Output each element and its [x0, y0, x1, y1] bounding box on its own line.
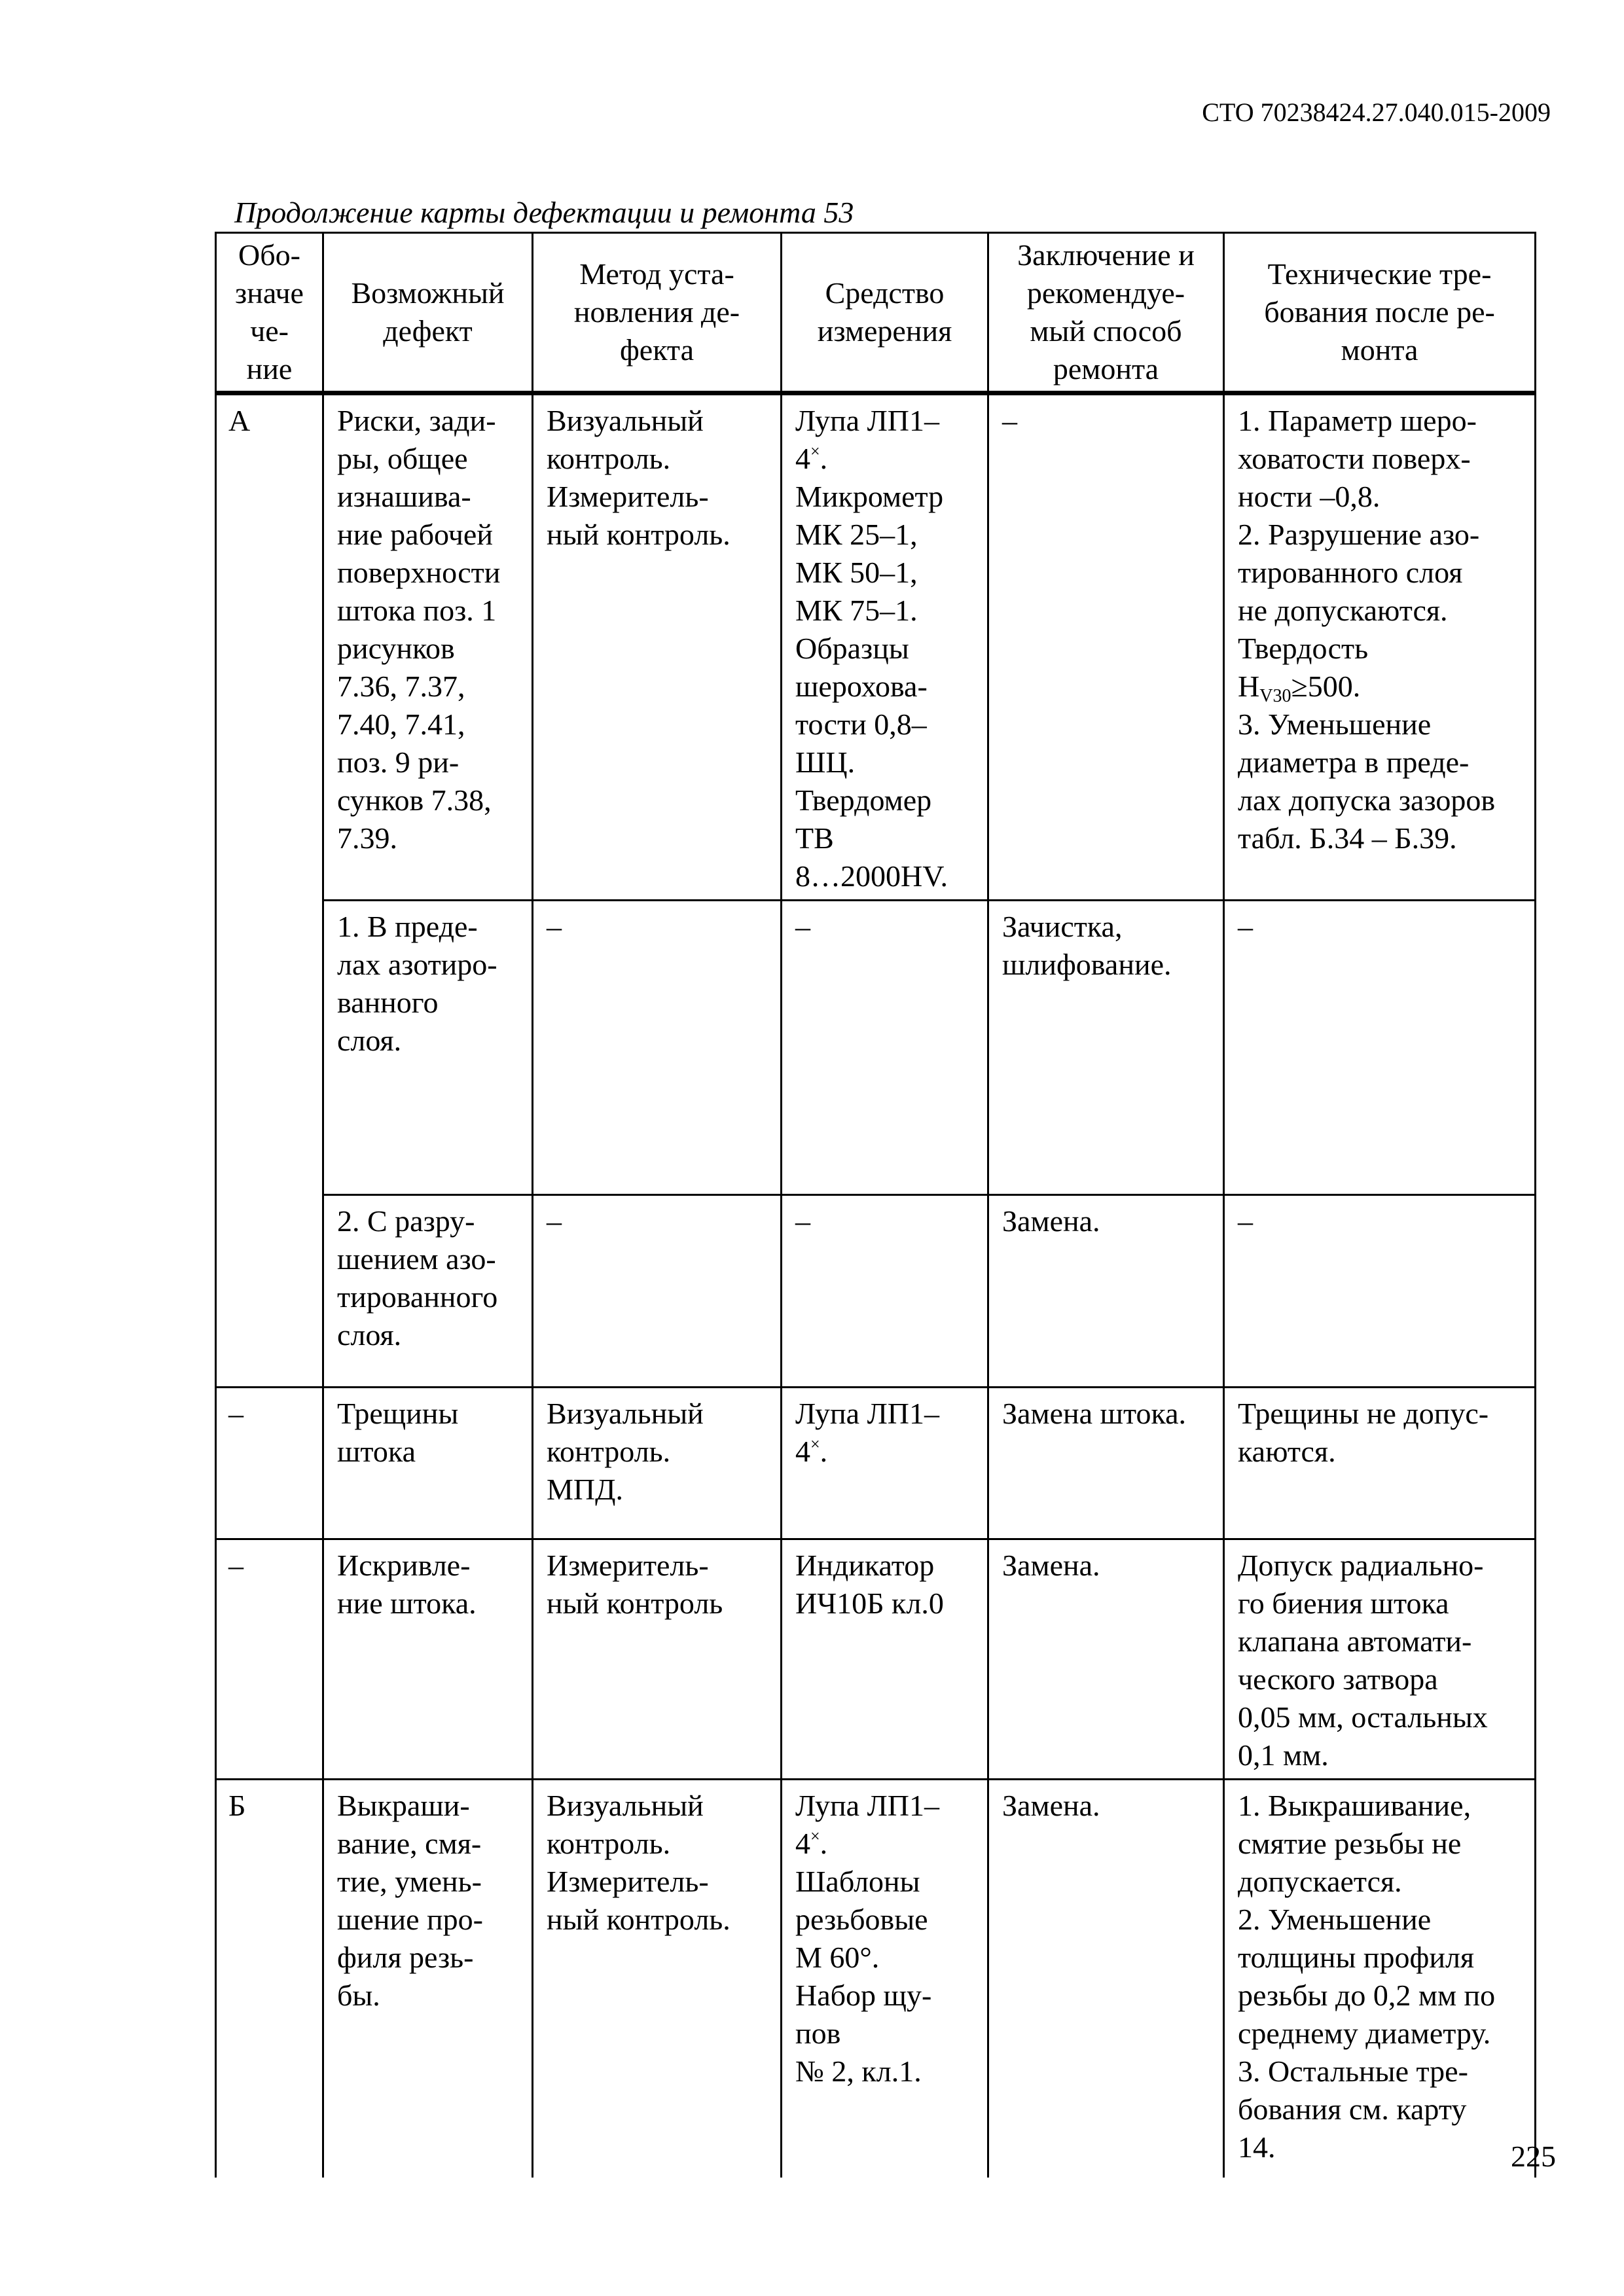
magnification-mark: ×: [810, 1827, 820, 1846]
table-header-row: [216, 233, 1536, 393]
cell-requirements: [1224, 393, 1536, 901]
cell-code: А: [216, 393, 323, 1388]
cell-requirements: –: [1224, 1195, 1536, 1388]
table-row: [216, 901, 1536, 1195]
cell-code: –: [216, 1388, 323, 1539]
column-header-method: Метод уста- новления де- фекта: [533, 233, 782, 393]
cell-conclusion: –: [988, 393, 1224, 901]
cell-defect: 2. С разру- шением азо- тированного слоя.: [323, 1195, 533, 1388]
page-number: 225: [1511, 2140, 1556, 2173]
cell-tool: Индикатор ИЧ10Б кл.0: [782, 1539, 988, 1780]
cell-tool: –: [782, 1195, 988, 1388]
magnification-mark: ×: [810, 442, 820, 461]
cell-requirements: Трещины не допус- каются.: [1224, 1388, 1536, 1539]
cell-conclusion: Замена.: [988, 1195, 1224, 1388]
table-row: [216, 393, 1536, 901]
cell-method: Визуальный контроль. МПД.: [533, 1388, 782, 1539]
cell-requirements: Допуск радиально- го биения штока клапана автомати- ческого затвора 0,05 мм, остальных 0,1 мм.: [1224, 1539, 1536, 1780]
cell-tool: –: [782, 901, 988, 1195]
column-header-code: Обо- значе че- ние: [216, 233, 323, 393]
column-header-tool: Средство измерения: [782, 233, 988, 393]
tool-text: . Шаблоны резьбовые М 60°. Набор щу- пов № 2, кл.1.: [795, 1827, 932, 2088]
cell-requirements: 1. Выкрашивание, смятие резьбы не допускается. 2. Уменьшение толщины профиля резьбы до 0,2 мм по среднему диаметру. 3. Остальные тре- бования см. карту 14.: [1224, 1780, 1536, 2178]
table-row: [216, 1539, 1536, 1780]
cell-conclusion: Зачистка, шлифование.: [988, 901, 1224, 1195]
table-row: [216, 1780, 1536, 2178]
cell-method: Измеритель- ный контроль: [533, 1539, 782, 1780]
requirements-text: 1. Параметр шеро- ховатости поверх- ности –0,8. 2. Разрушение азо- тированного слоя не допускаются. Твердость H: [1238, 404, 1480, 703]
table-row: [216, 1388, 1536, 1539]
tool-text: .: [820, 1435, 828, 1468]
cell-method: –: [533, 901, 782, 1195]
tool-text: Лупа ЛП1– 4: [795, 404, 940, 475]
defect-repair-table: [215, 232, 1536, 2178]
cell-method: Визуальный контроль. Измеритель- ный контроль.: [533, 1780, 782, 2178]
cell-defect: Риски, зади- ры, общее изнашива- ние рабочей поверхности штока поз. 1 рисунков 7.36, 7.37, 7.40, 7.41, поз. 9 ри- сунков 7.38, 7.39.: [323, 393, 533, 901]
cell-method: Визуальный контроль. Измеритель- ный контроль.: [533, 393, 782, 901]
requirements-text: ≥500. 3. Уменьшение диаметра в преде- лах допуска зазоров табл. Б.34 – Б.39.: [1238, 670, 1496, 855]
tool-text: . Микрометр МК 25–1, МК 50–1, МК 75–1. Образцы шерохова- тости 0,8– ШЦ. Твердомер ТВ 8…2000HV.: [795, 442, 948, 893]
column-header-requirements: Технические тре- бования после ре- монта: [1224, 233, 1536, 393]
cell-defect: Искривле- ние штока.: [323, 1539, 533, 1780]
magnification-mark: ×: [810, 1435, 820, 1454]
cell-tool: [782, 1388, 988, 1539]
table-caption: Продолжение карты дефектации и ремонта 53: [234, 196, 854, 229]
cell-requirements: –: [1224, 901, 1536, 1195]
document-code: СТО 70238424.27.040.015-2009: [1202, 98, 1551, 127]
hardness-subscript: V30: [1259, 686, 1291, 706]
cell-tool: [782, 1780, 988, 2178]
cell-conclusion: Замена.: [988, 1539, 1224, 1780]
cell-defect: Выкраши- вание, смя- тие, умень- шение про- филя резь- бы.: [323, 1780, 533, 2178]
column-header-conclusion: Заключение и рекомендуе- мый способ ремонта: [988, 233, 1224, 393]
cell-method: –: [533, 1195, 782, 1388]
cell-code: Б: [216, 1780, 323, 2178]
cell-conclusion: Замена штока.: [988, 1388, 1224, 1539]
cell-tool: [782, 393, 988, 901]
column-header-defect: Возможный дефект: [323, 233, 533, 393]
cell-defect: Трещины штока: [323, 1388, 533, 1539]
cell-code: –: [216, 1539, 323, 1780]
cell-conclusion: Замена.: [988, 1780, 1224, 2178]
table-row: [216, 1195, 1536, 1388]
cell-defect: 1. В преде- лах азотиро- ванного слоя.: [323, 901, 533, 1195]
tool-text: Лупа ЛП1– 4: [795, 1397, 940, 1468]
tool-text: Лупа ЛП1– 4: [795, 1789, 940, 1860]
